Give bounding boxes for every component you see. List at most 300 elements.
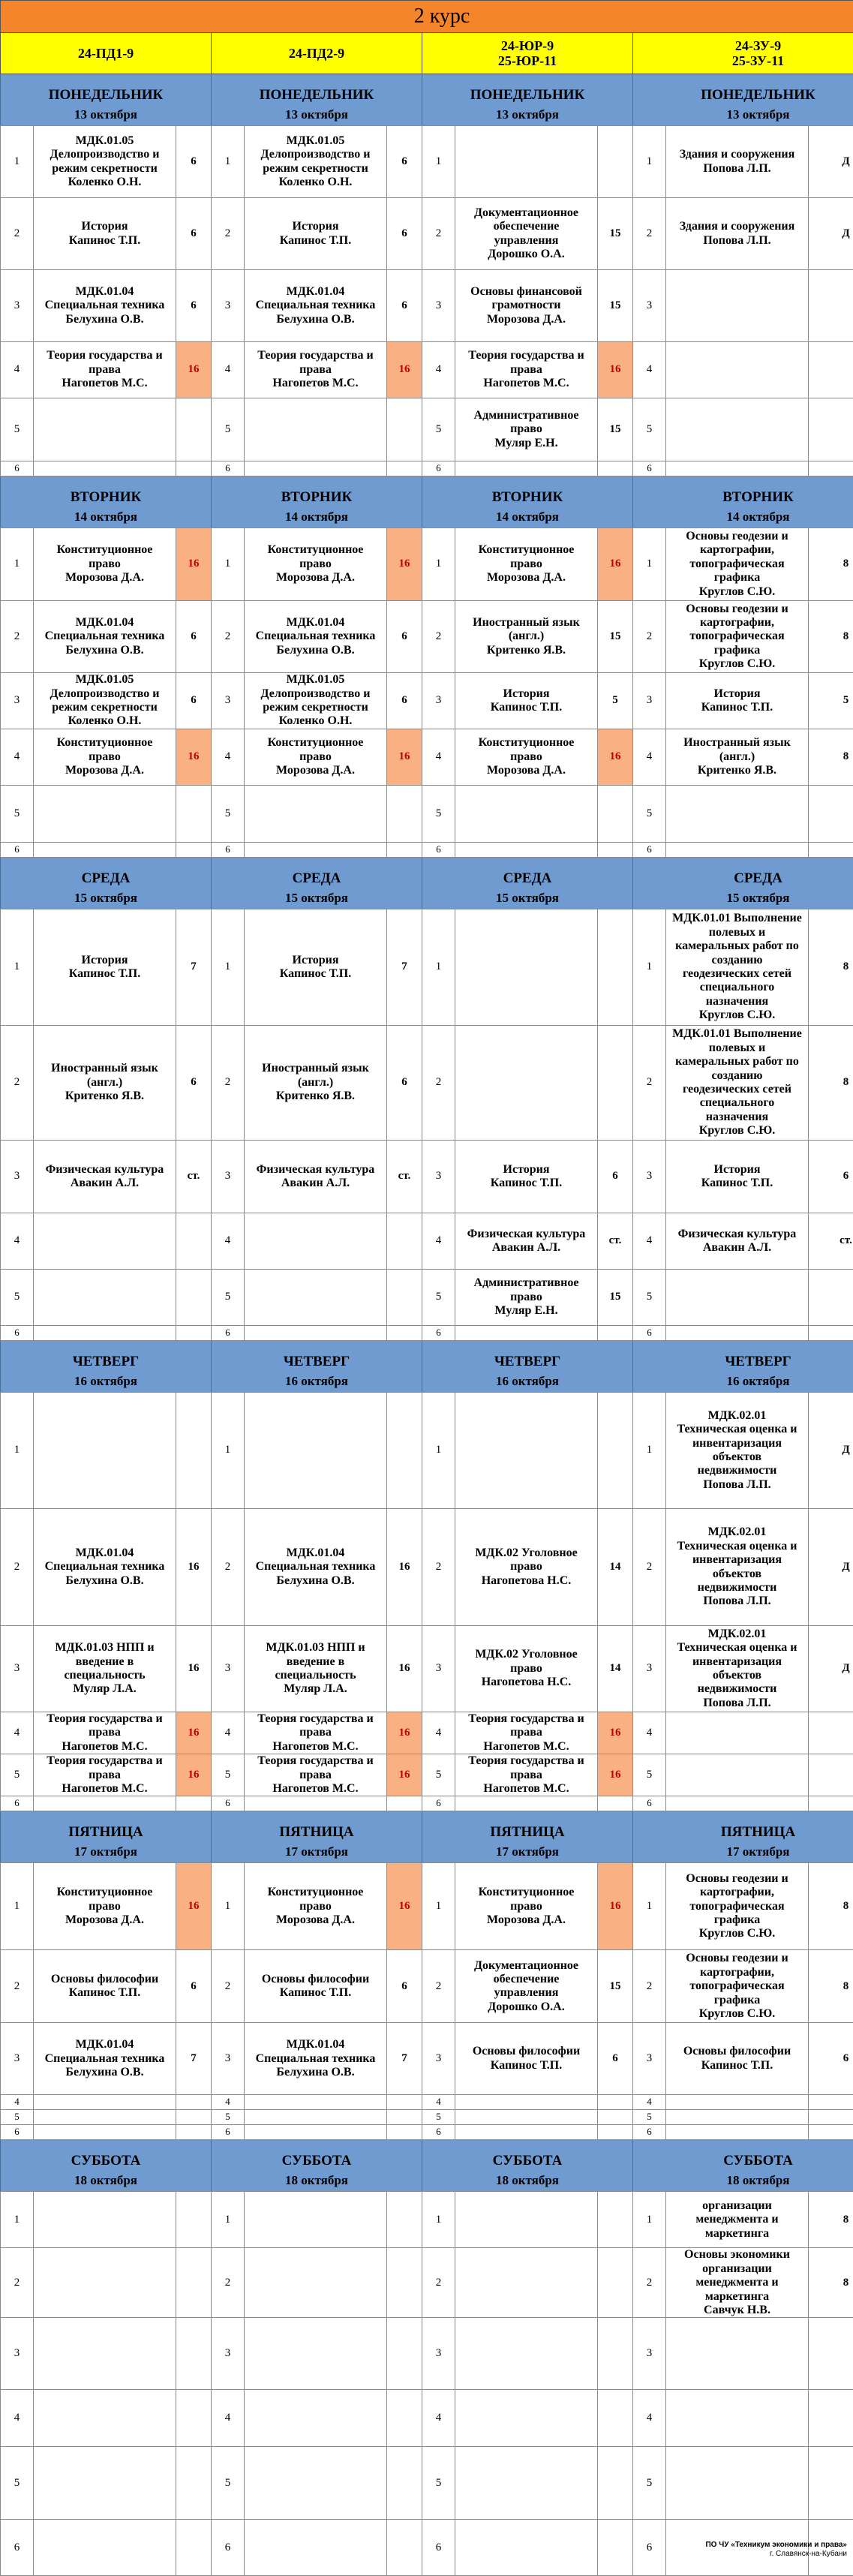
subject-cell bbox=[455, 843, 598, 858]
room-cell: 6 bbox=[176, 673, 212, 729]
room-cell: 16 bbox=[387, 1712, 422, 1754]
lesson-row bbox=[1, 1796, 853, 1811]
lesson-number: 5 bbox=[633, 2447, 666, 2520]
lesson-number: 1 bbox=[212, 2192, 245, 2248]
lesson-row bbox=[1, 786, 853, 843]
room-cell bbox=[176, 2110, 212, 2125]
room-cell bbox=[809, 270, 853, 342]
room-cell bbox=[598, 461, 633, 476]
room-cell bbox=[598, 2125, 633, 2140]
subject-cell bbox=[455, 2318, 598, 2390]
footer-city: г. Славянск-на-Кубани bbox=[705, 2550, 847, 2559]
room-cell bbox=[598, 2390, 633, 2447]
room-cell: 6 bbox=[176, 1026, 212, 1141]
day-name: ПОНЕДЕЛЬНИК bbox=[212, 74, 422, 106]
day-date-row bbox=[1, 106, 853, 126]
lesson-number: 1 bbox=[1, 528, 34, 601]
room-cell: ст. bbox=[387, 1141, 422, 1213]
day-date: 15 октября bbox=[422, 889, 633, 909]
lesson-number: 3 bbox=[1, 1141, 34, 1213]
subject-cell: МДК.01.04 Специальная техника Белухина О.В. bbox=[245, 2023, 387, 2095]
subject-cell bbox=[666, 461, 809, 476]
room-cell bbox=[598, 909, 633, 1026]
room-cell bbox=[387, 843, 422, 858]
day-header-row bbox=[1, 74, 853, 106]
lesson-number: 4 bbox=[1, 342, 34, 398]
lesson-number: 1 bbox=[422, 1393, 455, 1509]
room-cell: 16 bbox=[598, 1863, 633, 1950]
lesson-number: 3 bbox=[633, 1141, 666, 1213]
lesson-number: 5 bbox=[422, 398, 455, 461]
room-cell: 16 bbox=[176, 1712, 212, 1754]
room-cell bbox=[809, 2390, 853, 2447]
room-cell bbox=[176, 2125, 212, 2140]
day-name: ПЯТНИЦА bbox=[633, 1811, 853, 1843]
lesson-number: 6 bbox=[633, 843, 666, 858]
subject-cell: Документационное обеспечение управления Дорошко О.А. bbox=[455, 198, 598, 270]
room-cell: 8 bbox=[809, 1863, 853, 1950]
lesson-number: 6 bbox=[422, 1796, 455, 1811]
lesson-number: 6 bbox=[633, 461, 666, 476]
subject-cell bbox=[34, 2125, 176, 2140]
room-cell bbox=[809, 2447, 853, 2520]
subject-cell bbox=[34, 1326, 176, 1341]
day-date: 18 октября bbox=[422, 2172, 633, 2192]
lesson-number: 1 bbox=[422, 2192, 455, 2248]
subject-cell: МДК.01.03 НПП и введение в специальность Муляр Л.А. bbox=[34, 1626, 176, 1712]
subject-cell: Конституционное право Морозова Д.А. bbox=[245, 528, 387, 601]
lesson-number: 2 bbox=[1, 198, 34, 270]
lesson-number: 3 bbox=[212, 673, 245, 729]
subject-cell: Теория государства и права Нагопетов М.С. bbox=[245, 1754, 387, 1796]
room-cell bbox=[176, 2520, 212, 2576]
room-cell: 16 bbox=[598, 729, 633, 786]
lesson-number: 1 bbox=[633, 1393, 666, 1509]
subject-cell bbox=[34, 398, 176, 461]
day-date: 16 октября bbox=[633, 1372, 853, 1393]
day-name: СУББОТА bbox=[633, 2140, 853, 2172]
room-cell: Д bbox=[809, 126, 853, 198]
day-date: 17 октября bbox=[633, 1843, 853, 1863]
lesson-number: 2 bbox=[212, 1026, 245, 1141]
lesson-number: 6 bbox=[212, 1796, 245, 1811]
room-cell bbox=[387, 2318, 422, 2390]
room-cell: 8 bbox=[809, 528, 853, 601]
lesson-number: 1 bbox=[212, 1393, 245, 1509]
subject-cell: МДК.01.05 Делопроизводство и режим секретности Коленко О.Н. bbox=[34, 126, 176, 198]
room-cell bbox=[387, 2192, 422, 2248]
room-cell bbox=[809, 786, 853, 843]
day-date: 13 октября bbox=[633, 106, 853, 126]
subject-cell bbox=[245, 1796, 387, 1811]
lesson-number: 1 bbox=[633, 2192, 666, 2248]
subject-cell bbox=[34, 786, 176, 843]
room-cell bbox=[176, 2192, 212, 2248]
room-cell bbox=[598, 1393, 633, 1509]
subject-cell bbox=[245, 398, 387, 461]
lesson-number: 2 bbox=[633, 198, 666, 270]
lesson-number: 5 bbox=[1, 1754, 34, 1796]
room-cell: 15 bbox=[598, 398, 633, 461]
lesson-number: 5 bbox=[1, 2447, 34, 2520]
lesson-row bbox=[1, 729, 853, 786]
day-name: ЧЕТВЕРГ bbox=[422, 1341, 633, 1372]
lesson-row bbox=[1, 2318, 853, 2390]
room-cell: 16 bbox=[598, 1712, 633, 1754]
lesson-number: 3 bbox=[633, 2023, 666, 2095]
group-header: 24-ПД2-9 bbox=[212, 33, 422, 74]
room-cell: ст. bbox=[598, 1213, 633, 1270]
room-cell: 16 bbox=[176, 1863, 212, 1950]
room-cell: 6 bbox=[176, 601, 212, 673]
day-date: 17 октября bbox=[422, 1843, 633, 1863]
subject-cell bbox=[455, 2095, 598, 2110]
subject-cell bbox=[666, 1712, 809, 1754]
subject-cell: МДК.02 Уголовное право Нагопетова Н.С. bbox=[455, 1509, 598, 1626]
subject-cell: МДК.02.01 Техническая оценка и инвентаризация объектов недвижимости Попова Л.П. bbox=[666, 1626, 809, 1712]
lesson-number: 2 bbox=[212, 198, 245, 270]
subject-cell bbox=[666, 1270, 809, 1326]
room-cell bbox=[387, 1270, 422, 1326]
lesson-number: 5 bbox=[1, 1270, 34, 1326]
room-cell bbox=[598, 843, 633, 858]
subject-cell bbox=[455, 2110, 598, 2125]
lesson-number: 5 bbox=[212, 1270, 245, 1326]
room-cell: 8 bbox=[809, 909, 853, 1026]
room-cell bbox=[598, 1796, 633, 1811]
lesson-row bbox=[1, 1213, 853, 1270]
subject-cell: Конституционное право Морозова Д.А. bbox=[455, 1863, 598, 1950]
subject-cell: История Капинос Т.П. bbox=[455, 1141, 598, 1213]
room-cell bbox=[176, 398, 212, 461]
day-date: 13 октября bbox=[422, 106, 633, 126]
subject-cell bbox=[34, 1213, 176, 1270]
lesson-number: 1 bbox=[422, 528, 455, 601]
subject-cell bbox=[245, 843, 387, 858]
subject-cell: Основы философии Капинос Т.П. bbox=[34, 1950, 176, 2023]
subject-cell: Конституционное право Морозова Д.А. bbox=[245, 1863, 387, 1950]
lesson-number: 2 bbox=[422, 1509, 455, 1626]
lesson-row bbox=[1, 1270, 853, 1326]
subject-cell bbox=[245, 2248, 387, 2318]
lesson-number: 4 bbox=[1, 729, 34, 786]
lesson-number: 3 bbox=[422, 2318, 455, 2390]
lesson-number: 4 bbox=[1, 1213, 34, 1270]
lesson-number: 4 bbox=[212, 342, 245, 398]
day-date: 18 октября bbox=[212, 2172, 422, 2192]
subject-cell: Основы геодезии и картографии, топографическая графика Круглов С.Ю. bbox=[666, 1863, 809, 1950]
day-date: 16 октября bbox=[422, 1372, 633, 1393]
room-cell: 6 bbox=[387, 1026, 422, 1141]
subject-cell: организации менеджмента и маркетинга bbox=[666, 2192, 809, 2248]
lesson-number: 4 bbox=[1, 2390, 34, 2447]
room-cell: 16 bbox=[387, 1863, 422, 1950]
lesson-number: 5 bbox=[633, 398, 666, 461]
lesson-number: 4 bbox=[212, 2390, 245, 2447]
lesson-number: 2 bbox=[633, 1026, 666, 1141]
subject-cell: МДК.01.01 Выполнение полевых и камеральных работ по созданию геодезических сетей специального назначения Круглов С.Ю. bbox=[666, 909, 809, 1026]
subject-cell bbox=[666, 786, 809, 843]
day-name: СРЕДА bbox=[212, 858, 422, 889]
day-date: 18 октября bbox=[633, 2172, 853, 2192]
lesson-number: 4 bbox=[633, 729, 666, 786]
subject-cell bbox=[34, 1270, 176, 1326]
lesson-number: 2 bbox=[633, 2248, 666, 2318]
lesson-number: 1 bbox=[212, 1863, 245, 1950]
lesson-number: 6 bbox=[422, 1326, 455, 1341]
room-cell bbox=[598, 2318, 633, 2390]
room-cell: 8 bbox=[809, 1950, 853, 2023]
lesson-number: 6 bbox=[422, 2520, 455, 2576]
subject-cell: История Капинос Т.П. bbox=[245, 198, 387, 270]
subject-cell: Конституционное право Морозова Д.А. bbox=[245, 729, 387, 786]
footer-org: ПО ЧУ «Техникум экономики и права» bbox=[705, 2541, 847, 2550]
room-cell bbox=[387, 1393, 422, 1509]
room-cell: Д bbox=[809, 1509, 853, 1626]
subject-cell bbox=[666, 398, 809, 461]
subject-cell bbox=[666, 270, 809, 342]
subject-cell bbox=[245, 2095, 387, 2110]
room-cell: 5 bbox=[598, 673, 633, 729]
lesson-number: 6 bbox=[212, 843, 245, 858]
subject-cell: Теория государства и права Нагопетов М.С. bbox=[34, 1712, 176, 1754]
subject-cell bbox=[34, 2110, 176, 2125]
room-cell: 16 bbox=[176, 1626, 212, 1712]
lesson-number: 6 bbox=[422, 461, 455, 476]
lesson-number: 1 bbox=[422, 909, 455, 1026]
lesson-number: 6 bbox=[212, 1326, 245, 1341]
subject-cell bbox=[245, 2447, 387, 2520]
lesson-row bbox=[1, 2192, 853, 2248]
room-cell bbox=[809, 1796, 853, 1811]
room-cell: 16 bbox=[598, 528, 633, 601]
lesson-number: 3 bbox=[422, 673, 455, 729]
subject-cell bbox=[455, 2520, 598, 2576]
subject-cell: Иностранный язык (англ.) Критенко Я.В. bbox=[34, 1026, 176, 1141]
subject-cell bbox=[34, 461, 176, 476]
subject-cell bbox=[34, 2390, 176, 2447]
lesson-number: 5 bbox=[1, 786, 34, 843]
room-cell: 6 bbox=[387, 1950, 422, 2023]
lesson-number: 6 bbox=[212, 461, 245, 476]
subject-cell bbox=[455, 2192, 598, 2248]
subject-cell: Иностранный язык (англ.) Критенко Я.В. bbox=[666, 729, 809, 786]
day-date: 14 октября bbox=[633, 508, 853, 528]
lesson-number: 5 bbox=[633, 1754, 666, 1796]
lesson-number: 6 bbox=[1, 2125, 34, 2140]
lesson-number: 3 bbox=[633, 673, 666, 729]
lesson-number: 3 bbox=[422, 1626, 455, 1712]
subject-cell: Основы философии Капинос Т.П. bbox=[245, 1950, 387, 2023]
subject-cell: Теория государства и права Нагопетов М.С. bbox=[245, 1712, 387, 1754]
lesson-number: 3 bbox=[422, 2023, 455, 2095]
subject-cell bbox=[666, 2447, 809, 2520]
room-cell bbox=[387, 2447, 422, 2520]
subject-cell: Физическая культура Авакин А.Л. bbox=[455, 1213, 598, 1270]
lesson-number: 2 bbox=[422, 198, 455, 270]
room-cell: 6 bbox=[387, 601, 422, 673]
lesson-number: 1 bbox=[212, 909, 245, 1026]
subject-cell bbox=[245, 2318, 387, 2390]
room-cell: 6 bbox=[809, 1141, 853, 1213]
group-header: 24-ЮР-9 25-ЮР-11 bbox=[422, 33, 633, 74]
lesson-number: 4 bbox=[212, 1213, 245, 1270]
room-cell: Д bbox=[809, 1393, 853, 1509]
subject-cell: МДК.01.05 Делопроизводство и режим секретности Коленко О.Н. bbox=[34, 673, 176, 729]
room-cell bbox=[809, 1754, 853, 1796]
lesson-row bbox=[1, 528, 853, 601]
subject-cell: МДК.01.04 Специальная техника Белухина О.В. bbox=[34, 601, 176, 673]
subject-cell: Физическая культура Авакин А.Л. bbox=[245, 1141, 387, 1213]
lesson-number: 1 bbox=[633, 1863, 666, 1950]
subject-cell: История Капинос Т.П. bbox=[455, 673, 598, 729]
room-cell bbox=[387, 2125, 422, 2140]
lesson-number: 1 bbox=[1, 1393, 34, 1509]
subject-cell: МДК.02 Уголовное право Нагопетова Н.С. bbox=[455, 1626, 598, 1712]
subject-cell: МДК.01.04 Специальная техника Белухина О.В. bbox=[245, 270, 387, 342]
room-cell bbox=[387, 398, 422, 461]
lesson-number: 2 bbox=[422, 2248, 455, 2318]
group-header: 24-ПД1-9 bbox=[1, 33, 212, 74]
lesson-number: 1 bbox=[633, 528, 666, 601]
day-date: 14 октября bbox=[1, 508, 212, 528]
subject-cell bbox=[455, 2125, 598, 2140]
lesson-number: 4 bbox=[422, 2390, 455, 2447]
lesson-number: 3 bbox=[1, 1626, 34, 1712]
subject-cell bbox=[666, 1754, 809, 1796]
subject-cell bbox=[455, 461, 598, 476]
lesson-number: 3 bbox=[1, 2023, 34, 2095]
lesson-number: 1 bbox=[633, 909, 666, 1026]
subject-cell bbox=[245, 786, 387, 843]
lesson-row bbox=[1, 601, 853, 673]
day-date: 14 октября bbox=[212, 508, 422, 528]
subject-cell: Теория государства и права Нагопетов М.С. bbox=[34, 342, 176, 398]
room-cell bbox=[809, 843, 853, 858]
room-cell: 6 bbox=[598, 2023, 633, 2095]
lesson-row bbox=[1, 1950, 853, 2023]
lesson-row bbox=[1, 270, 853, 342]
lesson-number: 6 bbox=[212, 2520, 245, 2576]
lesson-number: 5 bbox=[212, 1754, 245, 1796]
subject-cell: МДК.01.04 Специальная техника Белухина О.В. bbox=[34, 1509, 176, 1626]
lesson-number: 2 bbox=[1, 1950, 34, 2023]
room-cell bbox=[598, 1026, 633, 1141]
subject-cell: Конституционное право Морозова Д.А. bbox=[455, 729, 598, 786]
lesson-row bbox=[1, 2248, 853, 2318]
lesson-number: 5 bbox=[633, 786, 666, 843]
lesson-number: 3 bbox=[1, 270, 34, 342]
subject-cell: Теория государства и права Нагопетов М.С. bbox=[455, 1712, 598, 1754]
lesson-number: 3 bbox=[422, 270, 455, 342]
lesson-number: 6 bbox=[1, 461, 34, 476]
subject-cell bbox=[34, 843, 176, 858]
subject-cell: История Капинос Т.П. bbox=[245, 909, 387, 1026]
lesson-number: 6 bbox=[422, 843, 455, 858]
day-date: 17 октября bbox=[1, 1843, 212, 1863]
subject-cell: МДК.01.04 Специальная техника Белухина О.В. bbox=[34, 270, 176, 342]
room-cell: 8 bbox=[809, 729, 853, 786]
lesson-number: 6 bbox=[633, 2520, 666, 2576]
room-cell bbox=[387, 2248, 422, 2318]
lesson-number: 3 bbox=[1, 673, 34, 729]
lesson-number: 3 bbox=[212, 2318, 245, 2390]
subject-cell bbox=[245, 1270, 387, 1326]
day-date: 15 октября bbox=[1, 889, 212, 909]
room-cell: 16 bbox=[176, 1754, 212, 1796]
lesson-number: 5 bbox=[422, 1270, 455, 1326]
subject-cell: Основы философии Капинос Т.П. bbox=[455, 2023, 598, 2095]
day-name: СРЕДА bbox=[633, 858, 853, 889]
room-cell bbox=[809, 1326, 853, 1341]
day-date-row bbox=[1, 1372, 853, 1393]
lesson-row bbox=[1, 909, 853, 1026]
day-name: ВТОРНИК bbox=[633, 476, 853, 508]
subject-cell bbox=[245, 2125, 387, 2140]
lesson-row bbox=[1, 1393, 853, 1509]
room-cell bbox=[809, 2110, 853, 2125]
lesson-row bbox=[1, 2110, 853, 2125]
lesson-row bbox=[1, 1326, 853, 1341]
subject-cell bbox=[666, 342, 809, 398]
lesson-number: 5 bbox=[422, 786, 455, 843]
room-cell: Д bbox=[809, 198, 853, 270]
room-cell bbox=[598, 2095, 633, 2110]
lesson-row bbox=[1, 398, 853, 461]
lesson-number: 2 bbox=[1, 1509, 34, 1626]
subject-cell: МДК.01.05 Делопроизводство и режим секретности Коленко О.Н. bbox=[245, 126, 387, 198]
room-cell bbox=[176, 2095, 212, 2110]
day-header-row bbox=[1, 476, 853, 508]
subject-cell: История Капинос Т.П. bbox=[34, 909, 176, 1026]
lesson-number: 4 bbox=[422, 2095, 455, 2110]
lesson-number: 3 bbox=[212, 270, 245, 342]
lesson-number: 4 bbox=[1, 1712, 34, 1754]
day-date-row bbox=[1, 1843, 853, 1863]
subject-cell bbox=[245, 461, 387, 476]
room-cell bbox=[387, 2390, 422, 2447]
lesson-number: 4 bbox=[422, 1712, 455, 1754]
course-title: 2 курс bbox=[1, 1, 853, 33]
room-cell bbox=[598, 2447, 633, 2520]
subject-cell bbox=[455, 786, 598, 843]
room-cell bbox=[176, 2390, 212, 2447]
subject-cell bbox=[666, 2095, 809, 2110]
subject-cell: Иностранный язык (англ.) Критенко Я.В. bbox=[455, 601, 598, 673]
lesson-row bbox=[1, 843, 853, 858]
day-header-row bbox=[1, 1341, 853, 1372]
lesson-number: 3 bbox=[212, 1141, 245, 1213]
lesson-row bbox=[1, 2125, 853, 2140]
room-cell: 16 bbox=[176, 729, 212, 786]
lesson-number: 6 bbox=[633, 1796, 666, 1811]
lesson-number: 2 bbox=[422, 601, 455, 673]
subject-cell: Конституционное право Морозова Д.А. bbox=[34, 729, 176, 786]
room-cell bbox=[176, 1213, 212, 1270]
subject-cell: Теория государства и права Нагопетов М.С. bbox=[245, 342, 387, 398]
subject-cell: Основы экономики организации менеджмента и маркетинга Савчук Н.В. bbox=[666, 2248, 809, 2318]
footer bbox=[705, 2541, 847, 2559]
lesson-number: 6 bbox=[1, 1796, 34, 1811]
subject-cell bbox=[455, 1796, 598, 1811]
lesson-row bbox=[1, 1141, 853, 1213]
lesson-number: 2 bbox=[633, 1950, 666, 2023]
lesson-number: 3 bbox=[633, 270, 666, 342]
room-cell: 6 bbox=[387, 270, 422, 342]
day-name: СРЕДА bbox=[1, 858, 212, 889]
day-name: СУББОТА bbox=[212, 2140, 422, 2172]
subject-cell: МДК.02.01 Техническая оценка и инвентаризация объектов недвижимости Попова Л.П. bbox=[666, 1509, 809, 1626]
